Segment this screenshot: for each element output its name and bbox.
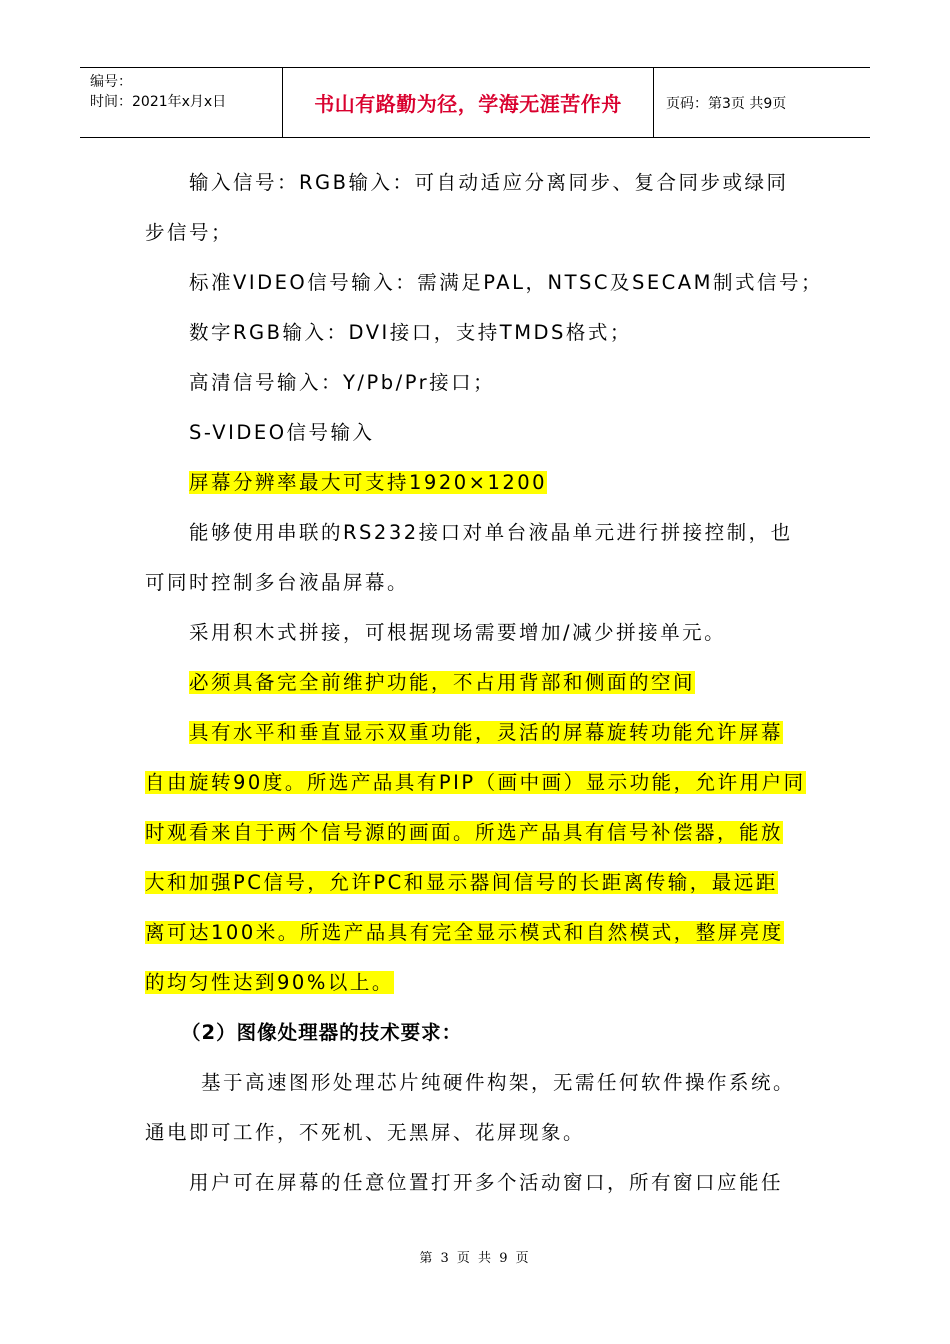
text-line: 能够使用串联的RS232接口对单台液晶单元进行拼接控制，也 <box>189 521 793 544</box>
text-line: S-VIDEO信号输入 <box>189 421 375 444</box>
text-line: 采用积木式拼接，可根据现场需要增加/减少拼接单元。 <box>189 621 727 644</box>
header-motto: 书山有路勤为径，学海无涯苦作舟 <box>282 68 654 137</box>
document-number: 编号： <box>90 74 132 90</box>
page-header <box>80 67 870 138</box>
text-line: 基于高速图形处理芯片纯硬件构架，无需任何软件操作系统。 <box>201 1071 796 1094</box>
highlighted-text: 必须具备完全前维护功能，不占用背部和侧面的空间 <box>189 671 696 694</box>
text-line: 高清信号输入：Y/Pb/Pr接口； <box>189 371 496 394</box>
document-date: 时间：2021年x月x日 <box>90 94 227 110</box>
text-line: 步信号； <box>145 221 234 244</box>
text-line: 数字RGB输入：DVI接口，支持TMDS格式； <box>189 321 632 344</box>
page-footer: 第 3 页 共 9 页 <box>419 1251 531 1266</box>
highlighted-text: 离可达100米。所选产品具有完全显示模式和自然模式，整屏亮度 <box>145 921 784 944</box>
text-line: 标准VIDEO信号输入：需满足PAL，NTSC及SECAM制式信号； <box>189 271 823 294</box>
header-page-info: 页码：第3页 共9页 <box>666 95 787 112</box>
text-line: 用户可在屏幕的任意位置打开多个活动窗口，所有窗口应能任 <box>189 1171 784 1194</box>
text-line: 可同时控制多台液晶屏幕。 <box>145 571 410 594</box>
section-heading: （2）图像处理器的技术要求： <box>181 1021 463 1044</box>
highlighted-text: 大和加强PC信号，允许PC和显示器间信号的长距离传输，最远距 <box>145 871 778 894</box>
text-line: 输入信号：RGB输入：可自动适应分离同步、复合同步或绿同 <box>189 171 789 194</box>
highlighted-text: 自由旋转90度。所选产品具有PIP（画中画）显示功能，允许用户同 <box>145 771 806 794</box>
highlighted-text: 时观看来自于两个信号源的画面。所选产品具有信号补偿器，能放 <box>145 821 784 844</box>
highlighted-text: 的均匀性达到90%以上。 <box>145 971 394 994</box>
highlighted-text: 具有水平和垂直显示双重功能，灵活的屏幕旋转功能允许屏幕 <box>189 721 784 744</box>
header-meta <box>80 68 282 137</box>
highlighted-text: 屏幕分辨率最大可支持1920×1200 <box>189 471 548 494</box>
text-line: 通电即可工作，不死机、无黑屏、花屏现象。 <box>145 1121 586 1144</box>
